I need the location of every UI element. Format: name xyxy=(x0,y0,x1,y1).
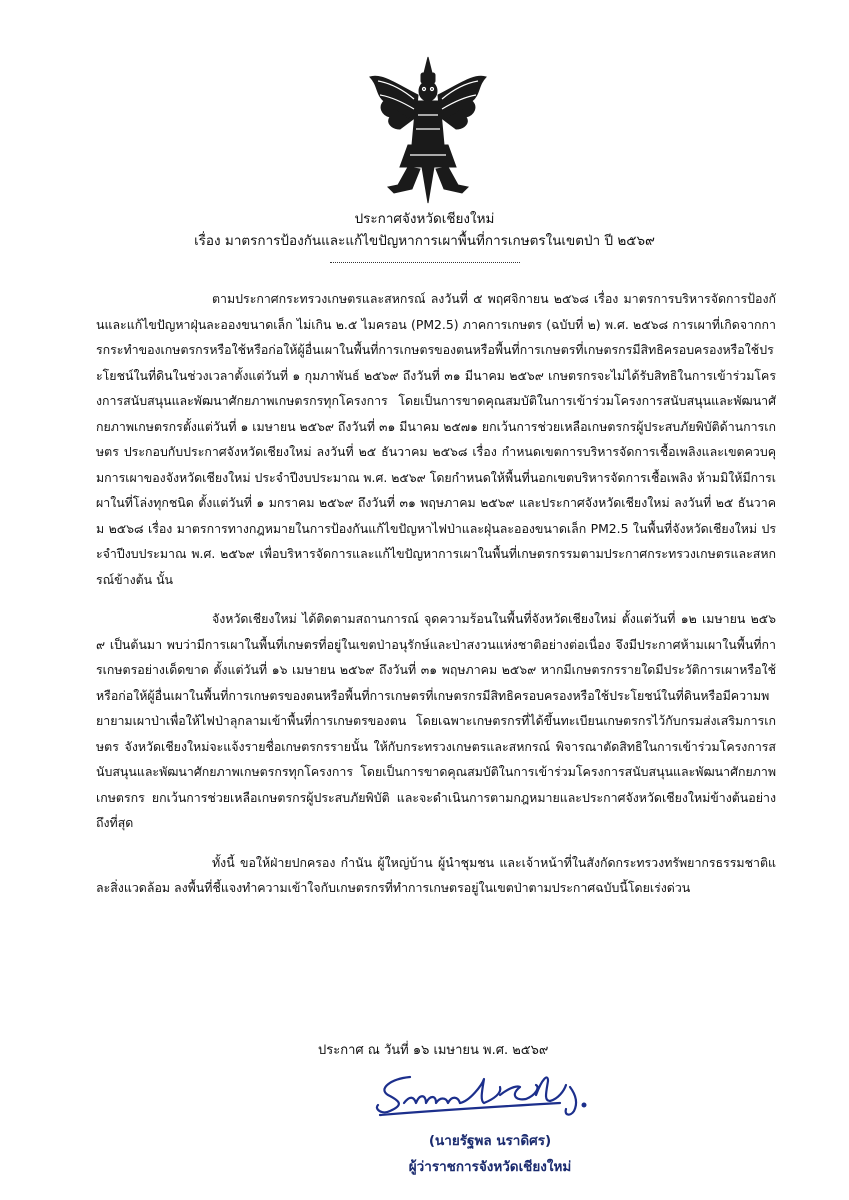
signer-title: ผู้ว่าราชการจังหวัดเชียงใหม่ xyxy=(408,1159,572,1175)
signer-name: (นายรัฐพล นราดิศร) xyxy=(428,1133,552,1149)
title-block xyxy=(0,208,849,252)
announcement-date: ประกาศ ณ วันที่ ๑๖ เมษายน พ.ศ. ๒๕๖๙ xyxy=(318,1043,549,1058)
title-divider xyxy=(330,262,520,263)
document-body xyxy=(96,286,776,901)
handwritten-signature-icon xyxy=(370,1065,610,1130)
subject-title: เรื่อง มาตรการป้องกันและแก้ไขปัญหาการเผาพื้นที่การเกษตรในเขตป่า ปี ๒๕๖๙ xyxy=(194,233,655,249)
paragraph-1: ตามประกาศกระทรวงเกษตรและสหกรณ์ ลงวันที่ ๕ พฤศจิกายน ๒๕๖๘ เรื่อง มาตรการบริหารจัดการป้องกันและแก้ไขปัญหาฝุ่นละอองขนาดเล็ก ไม่เกิน ๒.๕ ไมครอน (PM2.5) ภาคการเกษตร (ฉบับที่ ๒) พ.ศ. ๒๕๖๘ การเผาที่เกิดจากการกระทำของเกษตรกรหรือใช้หรือก่อให้ผู้อื่นเผาในพื้นที่การเกษตรของตนหรือพื้นที่การเกษตรที่เกษตรกรมีสิทธิครอบครองหรือใช้ประโยชน์ในที่ดินในช่วงเวลาตั้งแต่วันที่ ๑ กุมภาพันธ์ ๒๕๖๙ ถึงวันที่ ๓๑ มีนาคม ๒๕๖๙ เกษตรกรจะไม่ได้รับสิทธิในการเข้าร่วมโครงการสนับสนุนและพัฒนาศักยภาพเกษตรกรทุกโครงการ โดยเป็นการขาดคุณสมบัติในการเข้าร่วมโครงการสนับสนุนและพัฒนาศักยภาพเกษตรกรตั้งแต่วันที่ ๑ เมษายน ๒๕๖๙ ถึงวันที่ ๓๑ มีนาคม ๒๕๗๑ ยกเว้นการช่วยเหลือเกษตรกรผู้ประสบภัยพิบัติด้านการเกษตร ประกอบกับประกาศจังหวัดเชียงใหม่ ลงวันที่ ๒๕ ธันวาคม ๒๕๖๘ เรื่อง กำหนดเขตการบริหารจัดการเชื้อเพลิงและเขตควบคุมการเผาของจังหวัดเชียงใหม่ ประจำปีงบประมาณ พ.ศ. ๒๕๖๙ โดยกำหนดให้พื้นที่นอกเขตบริหารจัดการเชื้อเพลิง ห้ามมิให้มีการเผาในที่โล่งทุกชนิด ตั้งแต่วันที่ ๑ มกราคม ๒๕๖๙ ถึงวันที่ ๓๑ พฤษภาคม ๒๕๖๙ และประกาศจังหวัดเชียงใหม่ ลงวันที่ ๒๕ ธันวาคม ๒๕๖๘ เรื่อง มาตรการทางกฎหมายในการป้องกันแก้ไขปัญหาไฟป่าและฝุ่นละอองขนาดเล็ก PM2.5 ในพื้นที่จังหวัดเชียงใหม่ ประจำปีงบประมาณ พ.ศ. ๒๕๖๙ เพื่อบริหารจัดการและแก้ไขปัญหาการเผาในพื้นที่เกษตรกรรมตามประกาศกระทรวงเกษตรและสหกรณ์ข้างต้น นั้น xyxy=(96,291,776,587)
paragraph-3: ทั้งนี้ ขอให้ฝ่ายปกครอง กำนัน ผู้ใหญ่บ้าน ผู้นำชุมชน และเจ้าหน้าที่ในสังกัดกระทรวงทรัพยากรธรรมชาติและสิ่งแวดล้อม ลงพื้นที่ชี้แจงทำความเข้าใจกับเกษตรกรที่ทำการเกษตรอยู่ในเขตป่าตามประกาศฉบับนี้โดยเร่งด่วน xyxy=(96,854,776,895)
paragraph-2: จังหวัดเชียงใหม่ ได้ติดตามสถานการณ์ จุดความร้อนในพื้นที่จังหวัดเชียงใหม่ ตั้งแต่วันที่ ๑๒ เมษายน ๒๕๖๙ เป็นต้นมา พบว่ามีการเผาในพื้นที่เกษตรที่อยู่ในเขตป่าอนุรักษ์และป่าสงวนแห่งชาติอย่างต่อเนื่อง จึงมีประกาศห้ามเผาในพื้นที่การเกษตรอย่างเด็ดขาด ตั้งแต่วันที่ ๑๖ เมษายน ๒๕๖๙ ถึงวันที่ ๓๑ พฤษภาคม ๒๕๖๙ หากมีเกษตรกรรายใดมีประวัติการเผาหรือใช้หรือก่อให้ผู้อื่นเผาในพื้นที่การเกษตรของตนหรือพื้นที่การเกษตรที่เกษตรกรมีสิทธิครอบครองหรือใช้ประโยชน์ในที่ดินหรือมีความพยายามเผาป่าเพื่อให้ไฟป่าลุกลามเข้าพื้นที่การเกษตรของตน โดยเฉพาะเกษตรกรที่ได้ขึ้นทะเบียนเกษตรกรไว้กับกรมส่งเสริมการเกษตร จังหวัดเชียงใหม่จะแจ้งรายชื่อเกษตรกรรายนั้น ให้กับกระทรวงเกษตรและสหกรณ์ พิจารณาตัดสิทธิในการเข้าร่วมโครงการสนับสนุนและพัฒนาศักยภาพเกษตรกรทุกโครงการ โดยเป็นการขาดคุณสมบัติในการเข้าร่วมโครงการสนับสนุนและพัฒนาศักยภาพเกษตรกร ยกเว้นการช่วยเหลือเกษตรกรผู้ประสบภัยพิบัติ และจะดำเนินการตามกฎหมายและประกาศจังหวัดเชียงใหม่ข้างต้นอย่างถึงที่สุด xyxy=(96,611,776,830)
signer-block xyxy=(360,1128,620,1180)
issuer-title: ประกาศจังหวัดเชียงใหม่ xyxy=(354,211,495,227)
garuda-emblem-icon xyxy=(368,55,488,205)
